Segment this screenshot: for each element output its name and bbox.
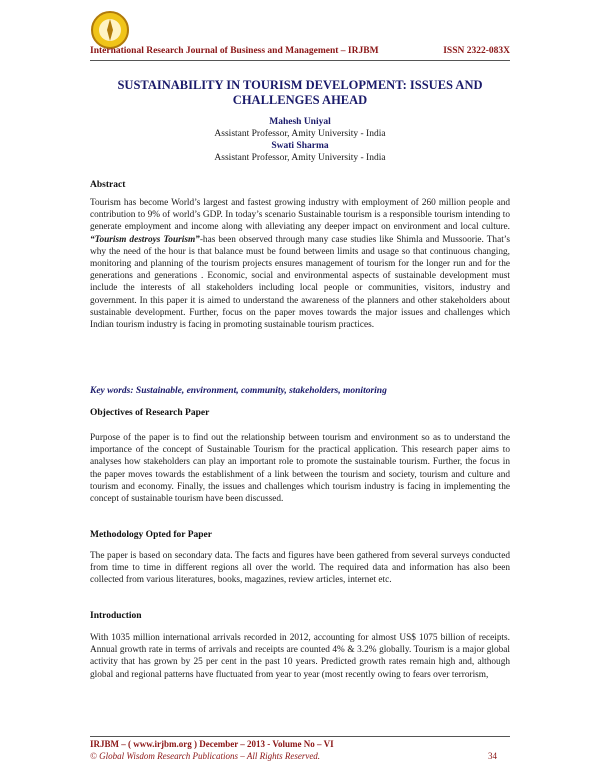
author-block [90, 116, 510, 164]
introduction-text: With 1035 million international arrivals recorded in 2012, accounting for almost US$ 1075 billion of receipts. Annual growth rate in terms of arrivals and receipts are counted 4% & 3.2% globally. Tourism is a major global activity that has grown by 25 per cent in the past 10 years. Predicted growth rates remain high and, although global and regional patterns have fluctuated from year to year (most recently owing to fears over terrorism, [90, 633, 510, 680]
journal-name: International Research Journal of Business and Management – IRJBM [90, 46, 379, 56]
footer-rule [90, 736, 510, 737]
methodology-heading: Methodology Opted for Paper [90, 530, 212, 540]
author-affiliation: Assistant Professor, Amity University - India [214, 153, 386, 163]
author-affiliation: Assistant Professor, Amity University - India [214, 129, 386, 139]
keywords: Key words: Sustainable, environment, community, stakeholders, monitoring [90, 386, 387, 396]
paper-title: SUSTAINABILITY IN TOURISM DEVELOPMENT: ISSUES AND CHALLENGES AHEAD [117, 78, 483, 107]
introduction-heading: Introduction [90, 611, 142, 621]
footer-journal-info: IRJBM – ( www.irjbm.org ) December – 2013 - Volume No – VI [90, 739, 334, 749]
abstract-emphasis: “Tourism destroys Tourism” [90, 234, 200, 245]
objectives-heading: Objectives of Research Paper [90, 408, 210, 418]
methodology-text: The paper is based on secondary data. The facts and figures have been gathered from several surveys conducted from time to time in different regions all over the world. The required data and information has also been collected from various literatures, books, magazines, review articles, internet etc. [90, 551, 510, 586]
footer-copyright: © Global Wisdom Research Publications – All Rights Reserved. [90, 751, 321, 761]
running-header [90, 46, 510, 56]
issn: ISSN 2322-083X [443, 46, 510, 56]
author-name: Swati Sharma [271, 141, 329, 151]
abstract-text: Tourism has become World’s largest and fastest growing industry with employment of 260 million people and contribution to 9% of world’s GDP. In today’s scenario Sustainable tourism is a responsible tourism intending to generate employment and income along with alleviating any deeper impact on environment and local culture. “Tourism destroys Tourism”-has been observed through many case studies like Shimla and Mussoorie. That’s why the need of the hour is that balance must be found between limits and usage so that continuous changing, monitoring and planning of the tourism projects ensures management of tourism for the longer run and for the generations and generations . Economic, social and environmental aspects of sustainable development must include the interests of all stakeholders including local people or communities, visitors, industry and government. In this paper it is aimed to understand the awareness of the planners and other stakeholders about sustainable development. Further, focus on the paper moves towards the major issues and challenges which Indian tourism industry is facing in promoting sustainable tourism practices. [90, 198, 510, 331]
author-name: Mahesh Uniyal [269, 117, 331, 127]
page-number: 34 [488, 751, 497, 761]
journal-logo [90, 10, 130, 50]
objectives-text: Purpose of the paper is to find out the relationship between tourism and environment so as to understand the importance of the concept of Sustainable Tourism for the practical application. This research paper aims to analyses how stakeholders can play an important role to promote the sustainable tourism. Further, the focus in the paper moves towards the establishment of a link between the tourism and society, tourism and culture and tourism and economy. Finally, the issues and challenges which tourism industry is facing in implementing the concept of sustainable tourism have been discussed. [90, 433, 510, 505]
abstract-heading: Abstract [90, 180, 126, 190]
header-rule [90, 60, 510, 61]
